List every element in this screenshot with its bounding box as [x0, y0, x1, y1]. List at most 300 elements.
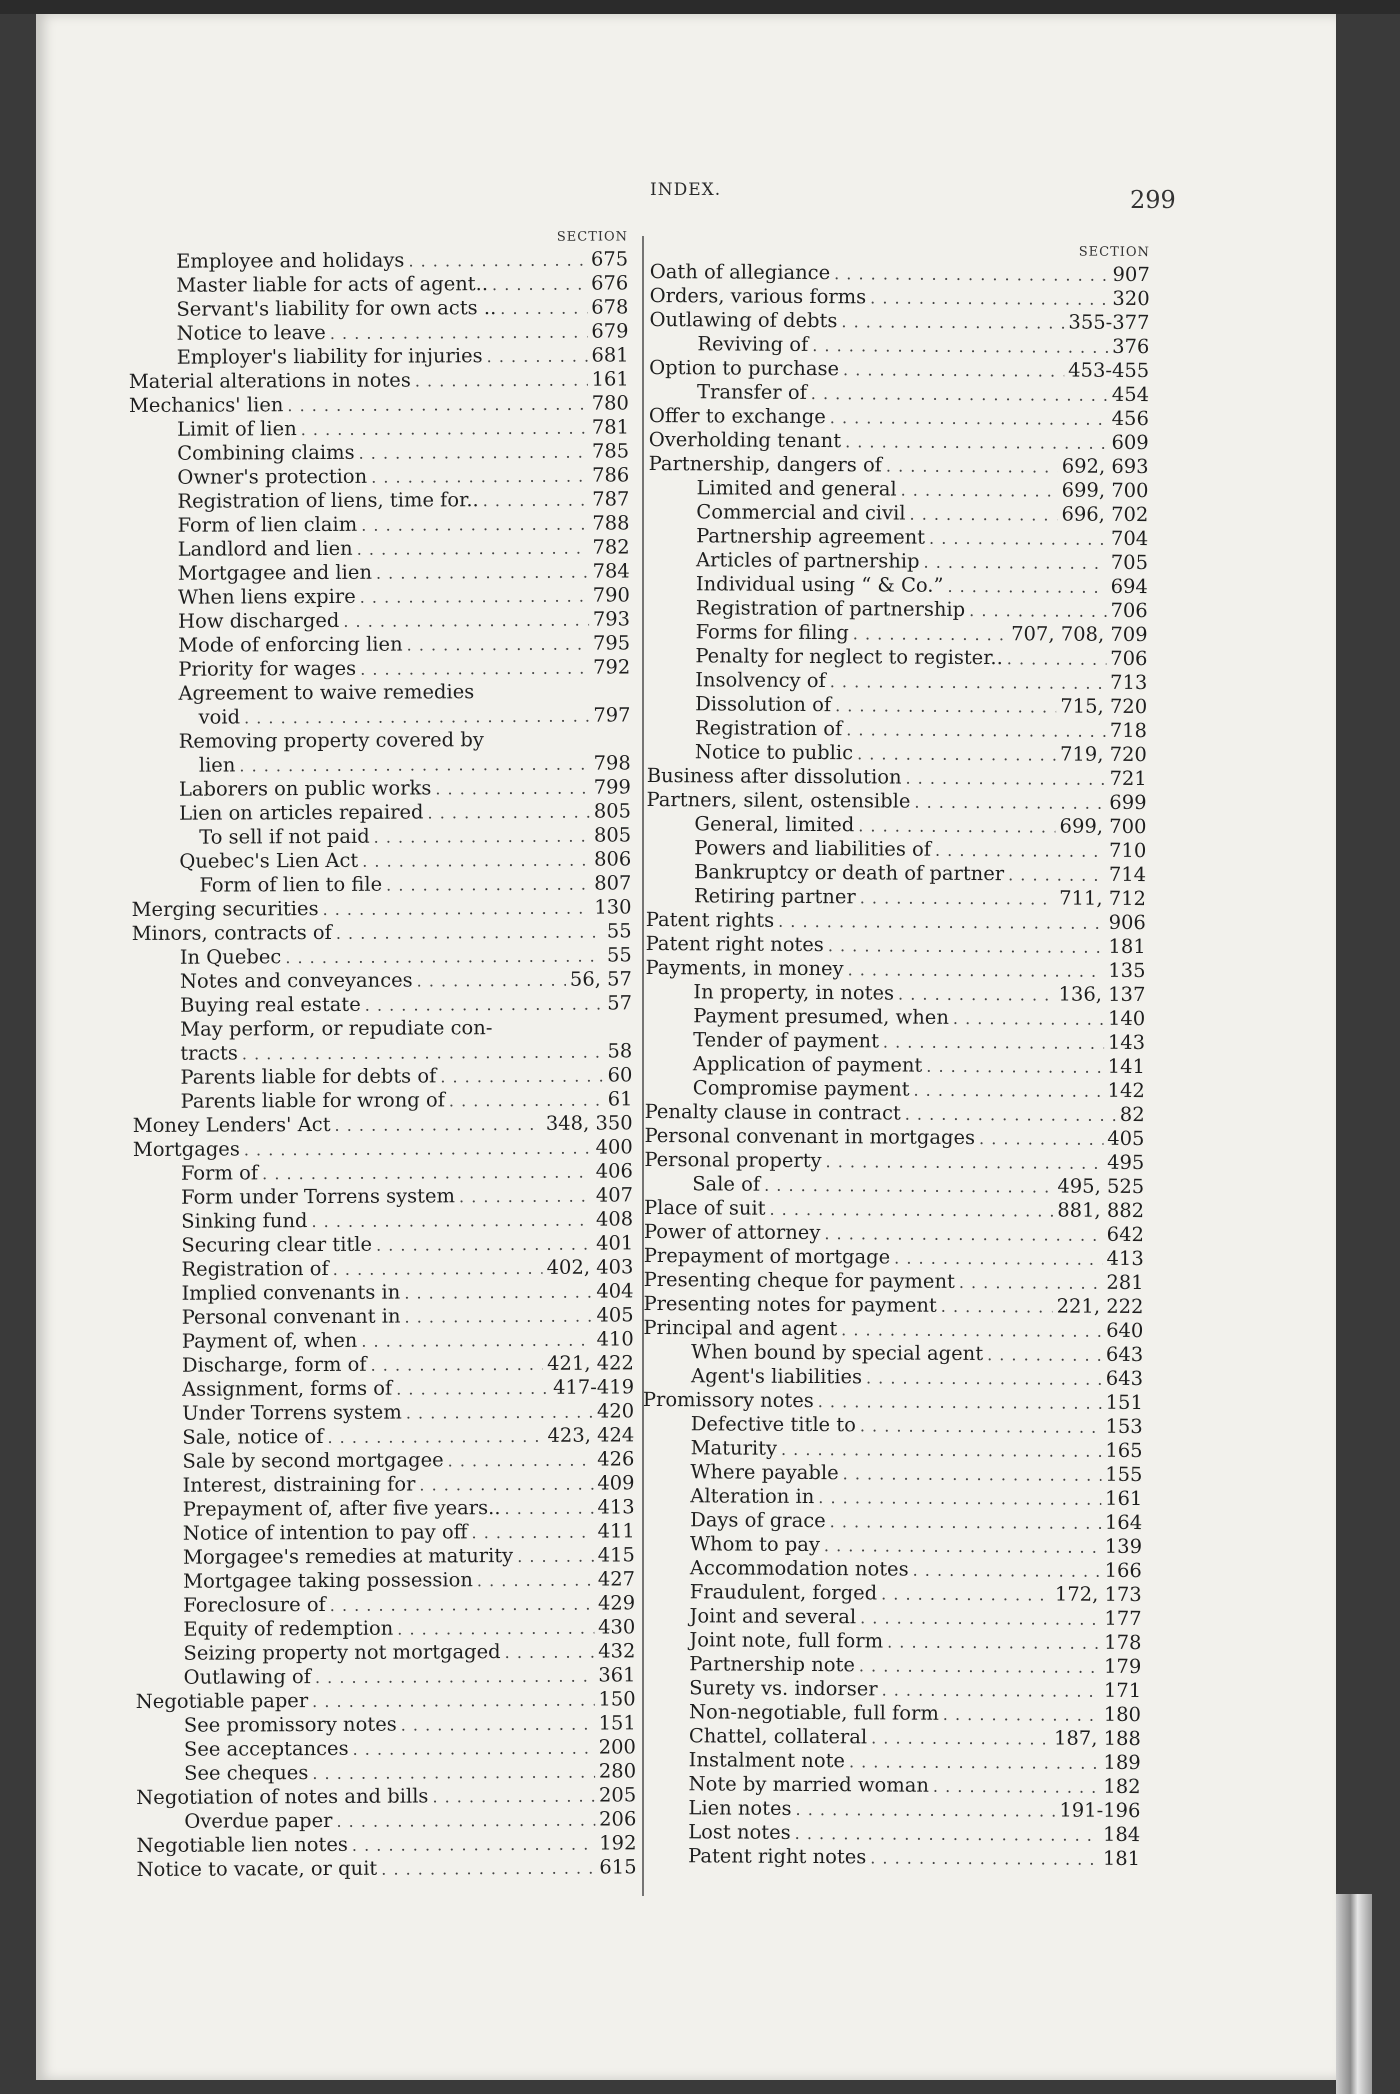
index-entry [135, 1495, 635, 1522]
index-entry-section-ref: 415 [597, 1543, 636, 1567]
index-entry-term: Transfer of [697, 380, 807, 404]
index-entry-term: Penalty for neglect to register.. [695, 644, 1003, 670]
leader-dots [848, 958, 1105, 984]
index-entry-term: Payment of, when [181, 1328, 358, 1353]
index-entry-term: Insolvency of [695, 668, 826, 693]
leader-dots [1007, 647, 1107, 672]
leader-dots [343, 609, 589, 634]
index-entry-term: Oath of allegiance [649, 259, 831, 285]
leader-dots [435, 777, 589, 802]
index-entry [131, 775, 631, 802]
index-entry [648, 476, 1148, 503]
index-entry-section-ref: 676 [590, 271, 629, 295]
index-entry-section-ref: 704 [1110, 526, 1149, 551]
index-entry-section-ref: 790 [592, 583, 630, 607]
leader-dots [979, 1127, 1103, 1152]
index-entry-section-ref: 200 [598, 1735, 637, 1759]
index-entry-term: Registration of liens, time for.. [177, 488, 479, 513]
leader-dots [360, 585, 589, 610]
index-entry [135, 1471, 635, 1498]
index-entry [128, 295, 628, 322]
index-entry [129, 391, 629, 418]
leader-dots [870, 1846, 1099, 1871]
index-entry-section-ref: 221, 222 [1056, 1294, 1144, 1319]
index-entry-term: Form under Torrens system [181, 1184, 456, 1209]
index-entry-section-ref: 141 [1107, 1054, 1146, 1079]
index-entry [131, 727, 631, 754]
leader-dots [830, 1510, 1101, 1536]
index-entry-term: Personal convenant in mortgages [644, 1123, 976, 1150]
index-entry-section-ref: 797 [593, 703, 631, 727]
index-entry-section-ref: 784 [592, 559, 630, 583]
index-entry-term: Payments, in money [645, 955, 844, 981]
index-entry-section-ref: 799 [593, 775, 631, 799]
index-entry-term: Promissory notes [642, 1387, 814, 1413]
index-entry-term: Overdue paper [184, 1808, 333, 1833]
index-entry-term: Agent's liabilities [690, 1364, 863, 1389]
leader-dots [947, 575, 1106, 600]
leader-dots [483, 489, 589, 514]
index-entry-section-ref: 420 [596, 1399, 635, 1423]
leader-dots [811, 382, 1108, 408]
scan-border-top [0, 0, 1400, 14]
index-entry-section-ref: 692, 693 [1061, 454, 1149, 479]
index-entry-term: Notice to vacate, or quit [136, 1856, 378, 1881]
index-entry-section-ref: 706 [1110, 646, 1148, 671]
leader-dots [477, 1569, 594, 1594]
leader-dots [841, 1318, 1102, 1344]
index-entry-section-ref: 139 [1104, 1534, 1143, 1559]
index-entry [135, 1543, 635, 1570]
leader-dots [871, 1726, 1050, 1751]
leader-dots [905, 1103, 1116, 1128]
index-entry [134, 1351, 634, 1378]
index-entry-term: Lien notes [688, 1796, 792, 1820]
leader-dots [843, 358, 1064, 383]
index-entry [649, 452, 1149, 479]
index-entry-section-ref: 187, 188 [1053, 1726, 1141, 1751]
leader-dots [882, 1678, 1100, 1703]
index-entry-section-ref: 404 [596, 1279, 634, 1303]
index-entry-section-ref: 135 [1108, 958, 1146, 983]
index-entry [642, 1556, 1142, 1583]
index-entry [649, 428, 1149, 455]
index-entry [645, 1052, 1145, 1079]
index-entry-term: Landlord and lien [177, 536, 353, 561]
leader-dots [858, 814, 1055, 839]
index-entry [133, 1255, 633, 1282]
index-entry [649, 380, 1149, 407]
index-entry-section-ref: 401 [596, 1231, 634, 1255]
index-entry-term: Bankruptcy or death of partner [694, 860, 1005, 886]
leader-dots [478, 697, 626, 698]
index-entry-term: Business after dissolution [646, 763, 902, 789]
leader-dots [969, 599, 1106, 624]
index-entry-section-ref: 408 [595, 1207, 634, 1231]
leader-dots [404, 1281, 592, 1306]
index-entry-term: Patent right notes [688, 1844, 867, 1869]
index-entry-section-ref: 280 [598, 1759, 637, 1783]
index-entry [642, 1508, 1142, 1535]
index-entry [647, 692, 1147, 719]
leader-dots [1008, 863, 1105, 888]
index-entry-section-ref: 495, 525 [1057, 1174, 1145, 1199]
leader-dots [262, 1161, 592, 1187]
leader-dots [929, 527, 1107, 552]
leader-dots [404, 1305, 592, 1330]
leader-dots [376, 1233, 592, 1258]
leader-dots [336, 1809, 595, 1834]
index-entry-section-ref: 785 [591, 439, 630, 463]
index-entry [642, 1604, 1142, 1631]
index-entry-section-ref: 805 [593, 799, 632, 823]
index-entry-term: Morgagee's remedies at maturity [182, 1544, 514, 1569]
index-entry-section-ref: 795 [592, 631, 631, 655]
index-entry-term: Days of grace [690, 1508, 826, 1533]
index-entry [641, 1676, 1141, 1703]
index-entry-term: Compromise payment [692, 1076, 910, 1101]
index-entry [647, 716, 1147, 743]
index-entry-term: Sale, notice of [182, 1424, 324, 1449]
index-entry-section-ref: 787 [592, 487, 630, 511]
index-entry [134, 1327, 634, 1354]
leader-dots [933, 1775, 1100, 1800]
index-entry-term: Form of lien claim [177, 512, 358, 537]
index-entry-term: Principal and agent [643, 1315, 838, 1341]
index-entry [645, 980, 1145, 1007]
index-entry-section-ref: 55 [606, 919, 632, 943]
index-entry [645, 1076, 1145, 1103]
leader-dots [887, 1630, 1100, 1655]
index-entry-term: Mortgages [132, 1137, 240, 1161]
leader-dots [913, 1559, 1101, 1584]
index-entry-term: Registration of [181, 1256, 329, 1281]
index-entry-section-ref: 57 [607, 991, 633, 1015]
index-entry-term: Power of attorney [643, 1219, 821, 1245]
index-entry-term: Fraudulent, forged [689, 1580, 878, 1605]
running-header: INDEX. [650, 180, 722, 200]
leader-dots [846, 718, 1106, 744]
index-entry [132, 991, 632, 1018]
leader-dots [935, 839, 1105, 864]
index-entry-term: Under Torrens system [182, 1400, 402, 1425]
index-entry [130, 607, 630, 634]
index-entry-section-ref: 150 [598, 1687, 636, 1711]
index-entry-section-ref: 55 [606, 943, 632, 967]
leader-dots [505, 1641, 595, 1665]
index-entry-section-ref: 171 [1103, 1678, 1142, 1703]
index-entry-section-ref: 400 [595, 1135, 633, 1159]
index-entry-section-ref: 184 [1102, 1822, 1141, 1847]
index-entry [646, 836, 1146, 863]
index-entry-section-ref: 60 [607, 1063, 633, 1087]
index-entry [131, 823, 631, 850]
index-entry-term: Negotiation of notes and bills [136, 1784, 429, 1809]
leader-dots [361, 513, 588, 538]
index-entry-section-ref: 405 [596, 1303, 634, 1327]
index-entry [133, 1135, 633, 1162]
index-entry [649, 356, 1149, 383]
index-entry [130, 703, 630, 730]
index-entry [131, 871, 631, 898]
index-entry-section-ref: 172, 173 [1054, 1582, 1142, 1607]
leader-dots [357, 537, 589, 562]
index-entry-list [128, 247, 637, 1882]
index-entry-section-ref: 609 [1111, 430, 1149, 455]
leader-dots [818, 1390, 1102, 1416]
leader-dots [830, 406, 1108, 432]
index-entry [647, 668, 1147, 695]
leader-dots [812, 334, 1108, 360]
index-entry-term: Retiring partner [693, 884, 856, 909]
index-entry [641, 1652, 1141, 1679]
index-entry [134, 1423, 634, 1450]
index-entry-section-ref: 429 [597, 1591, 636, 1615]
index-entry [645, 1028, 1145, 1055]
leader-dots [914, 791, 1105, 816]
leader-dots [417, 969, 566, 994]
index-entry-section-ref: 423, 424 [547, 1423, 635, 1447]
index-entry [130, 679, 630, 706]
index-entry-term: Registration of partnership [695, 596, 966, 621]
index-entry [134, 1303, 634, 1330]
index-entry [136, 1663, 636, 1690]
index-entry-section-ref: 430 [598, 1615, 636, 1639]
index-entry-term: Mortgagee and lien [177, 560, 373, 585]
index-entry-section-ref: 715, 720 [1060, 694, 1148, 719]
index-entry-term: Joint and several [689, 1604, 857, 1629]
index-entry [134, 1447, 634, 1474]
leader-dots [376, 561, 589, 586]
index-entry [642, 1532, 1142, 1559]
index-entry [644, 1268, 1144, 1295]
index-entry-term: Defective title to [690, 1412, 856, 1437]
index-entry-term: Note by married woman [688, 1772, 930, 1797]
index-entry-section-ref: 782 [592, 535, 630, 559]
index-entry-section-ref: 713 [1110, 670, 1148, 695]
leader-dots [285, 945, 603, 971]
leader-dots [244, 705, 589, 731]
leader-dots [323, 897, 591, 922]
index-entry-section-ref: 806 [594, 847, 632, 871]
index-entry-term: Non-negotiable, full form [688, 1700, 939, 1725]
index-entry-section-ref: 166 [1104, 1558, 1142, 1583]
index-entry [647, 764, 1147, 791]
page-number: 299 [1130, 186, 1176, 214]
index-entry-section-ref: 710 [1108, 838, 1147, 863]
index-entry-term: Equity of redemption [183, 1616, 394, 1641]
leader-dots [408, 249, 587, 274]
index-entry-section-ref: 181 [1102, 1846, 1141, 1871]
index-entry-section-ref: 376 [1112, 334, 1150, 359]
index-entry-term: Offer to exchange [648, 403, 826, 429]
index-entry-section-ref: 706 [1110, 598, 1148, 623]
index-entry [132, 967, 632, 994]
index-entry [647, 740, 1147, 767]
index-entry [136, 1759, 636, 1786]
index-entry-term: Instalment note [688, 1748, 846, 1773]
leader-dots [886, 454, 1058, 479]
index-entry-term: Form of lien to file [199, 872, 383, 897]
index-entry [644, 1172, 1144, 1199]
index-entry [130, 655, 630, 682]
index-entry-term: Servant's liability for own acts .. [176, 296, 497, 321]
index-entry-term: Removing property covered by [178, 728, 484, 753]
index-entry [130, 559, 630, 586]
index-entry [643, 1388, 1143, 1415]
index-entry [133, 1231, 633, 1258]
leader-dots [898, 983, 1055, 1008]
index-entry-term: Where payable [690, 1460, 839, 1485]
index-entry [131, 751, 631, 778]
index-entry-section-ref: 58 [607, 1039, 633, 1063]
index-entry-section-ref: 792 [593, 655, 631, 679]
leader-dots [517, 1545, 594, 1569]
index-entry-section-ref: 191-196 [1059, 1798, 1141, 1823]
index-entry-term: Presenting cheque for payment [643, 1267, 955, 1293]
index-entry [644, 1148, 1144, 1175]
index-entry [646, 860, 1146, 887]
leader-dots [870, 286, 1108, 311]
index-entry-section-ref: 906 [1108, 910, 1146, 935]
index-entry-term: Place of suit [644, 1195, 766, 1220]
index-entry [640, 1772, 1140, 1799]
index-entry [641, 1628, 1141, 1655]
leader-dots [242, 1041, 604, 1067]
index-entry-section-ref: 675 [590, 247, 629, 271]
index-entry-section-ref: 411 [597, 1519, 635, 1543]
index-entry-term: Notice of intention to pay off [182, 1520, 468, 1545]
index-entry-section-ref: 151 [1105, 1390, 1143, 1415]
index-entry-section-ref: 180 [1103, 1702, 1142, 1727]
index-entry-section-ref: 781 [591, 415, 630, 439]
index-entry-section-ref: 61 [607, 1087, 633, 1111]
index-entry-section-ref: 179 [1103, 1654, 1142, 1679]
index-entry-section-ref: 780 [591, 391, 629, 415]
index-entry-section-ref: 281 [1106, 1270, 1144, 1295]
leader-dots [359, 441, 588, 466]
leader-dots [244, 1137, 592, 1163]
index-entry-section-ref: 164 [1104, 1510, 1143, 1535]
leader-dots [913, 1079, 1103, 1104]
index-column-right [640, 240, 1150, 1871]
index-entry [135, 1639, 635, 1666]
index-entry-section-ref: 696, 702 [1061, 502, 1149, 527]
index-entry-section-ref: 361 [598, 1663, 636, 1687]
index-entry-section-ref: 177 [1104, 1606, 1142, 1631]
index-entry-term: See acceptances [183, 1736, 349, 1761]
leader-dots [857, 742, 1056, 767]
leader-dots [397, 1617, 594, 1642]
index-entry-term: Patent rights [645, 907, 775, 932]
index-entry [136, 1711, 636, 1738]
leader-dots [769, 1198, 1053, 1224]
index-entry-section-ref: 56, 57 [569, 967, 632, 991]
index-entry-section-ref: 421, 422 [547, 1351, 634, 1375]
index-entry-term: Buying real estate [179, 992, 361, 1017]
leader-dots [371, 465, 588, 490]
index-entry [645, 1004, 1145, 1031]
index-entry-section-ref: 456 [1111, 406, 1149, 431]
index-entry-section-ref: 643 [1105, 1342, 1144, 1367]
leader-dots [407, 633, 589, 658]
index-entry-section-ref: 413 [597, 1495, 635, 1519]
index-entry-term: In property, in notes [693, 980, 895, 1005]
leader-dots [860, 1606, 1100, 1631]
index-entry-term: Prepayment of mortgage [643, 1243, 891, 1269]
index-entry [133, 1207, 633, 1234]
index-entry [129, 487, 629, 514]
leader-dots [941, 1295, 1053, 1320]
index-entry-section-ref: 142 [1107, 1078, 1145, 1103]
index-entry-term: Combining claims [177, 440, 355, 465]
index-entry-section-ref: 699, 700 [1061, 478, 1149, 503]
index-entry-term: Parents liable for wrong of [180, 1088, 445, 1113]
index-entry-term: May perform, or repudiate con- [180, 1016, 493, 1041]
index-entry-section-ref: 453-455 [1068, 358, 1150, 383]
index-entry [643, 1364, 1143, 1391]
index-entry-term: Prepayment of, after five years.. [182, 1496, 501, 1521]
index-entry-term: Outlawing of [183, 1665, 312, 1689]
leader-dots [834, 262, 1109, 288]
index-entry-term: Mechanics' lien [128, 393, 284, 417]
leader-dots [496, 1033, 628, 1034]
index-entry [132, 1015, 632, 1042]
leader-dots [987, 1343, 1102, 1368]
leader-dots [866, 1366, 1102, 1391]
index-entry [129, 439, 629, 466]
index-entry [128, 319, 628, 346]
leader-dots [795, 1822, 1099, 1848]
index-entry-term: Owner's protection [177, 464, 368, 489]
leader-dots [824, 1534, 1101, 1560]
index-entry [136, 1735, 636, 1762]
leader-dots [287, 393, 587, 419]
leader-dots [365, 993, 604, 1018]
index-entry-section-ref: 643 [1105, 1366, 1144, 1391]
index-entry-section-ref: 907 [1112, 262, 1150, 287]
index-entry [132, 1063, 632, 1090]
index-entry-term: Master liable for acts of agent.. [176, 272, 489, 297]
leader-dots [381, 1857, 595, 1882]
index-entry-term: Penalty clause in contract [644, 1099, 901, 1125]
leader-dots [881, 1582, 1051, 1607]
index-entry [648, 524, 1148, 551]
index-entry-term: Quebec's Lien Act [179, 848, 359, 873]
index-entry-term: Form of [180, 1161, 259, 1185]
leader-dots [471, 1521, 593, 1546]
index-entry-term: Parents liable for debts of [180, 1064, 437, 1089]
index-entry [640, 1820, 1140, 1847]
index-entry-section-ref: 699 [1109, 790, 1147, 815]
index-entry [136, 1687, 636, 1714]
index-entry-term: Overholding tenant [648, 427, 842, 453]
leader-dots [330, 321, 588, 346]
leader-dots [828, 934, 1105, 960]
index-entry-term: Employee and holidays [176, 248, 405, 273]
index-entry-term: tracts [180, 1041, 238, 1065]
leader-dots [926, 1055, 1104, 1080]
index-entry-section-ref: 454 [1111, 382, 1150, 407]
index-entry-term: Partnership, dangers of [648, 451, 883, 477]
index-entry-term: In Quebec [179, 945, 282, 969]
index-entry-term: Negotiable paper [135, 1689, 309, 1713]
index-entry [133, 1183, 633, 1210]
leader-dots [440, 1065, 603, 1090]
index-entry [650, 260, 1150, 287]
leader-dots [396, 1377, 549, 1402]
leader-dots [239, 753, 589, 779]
